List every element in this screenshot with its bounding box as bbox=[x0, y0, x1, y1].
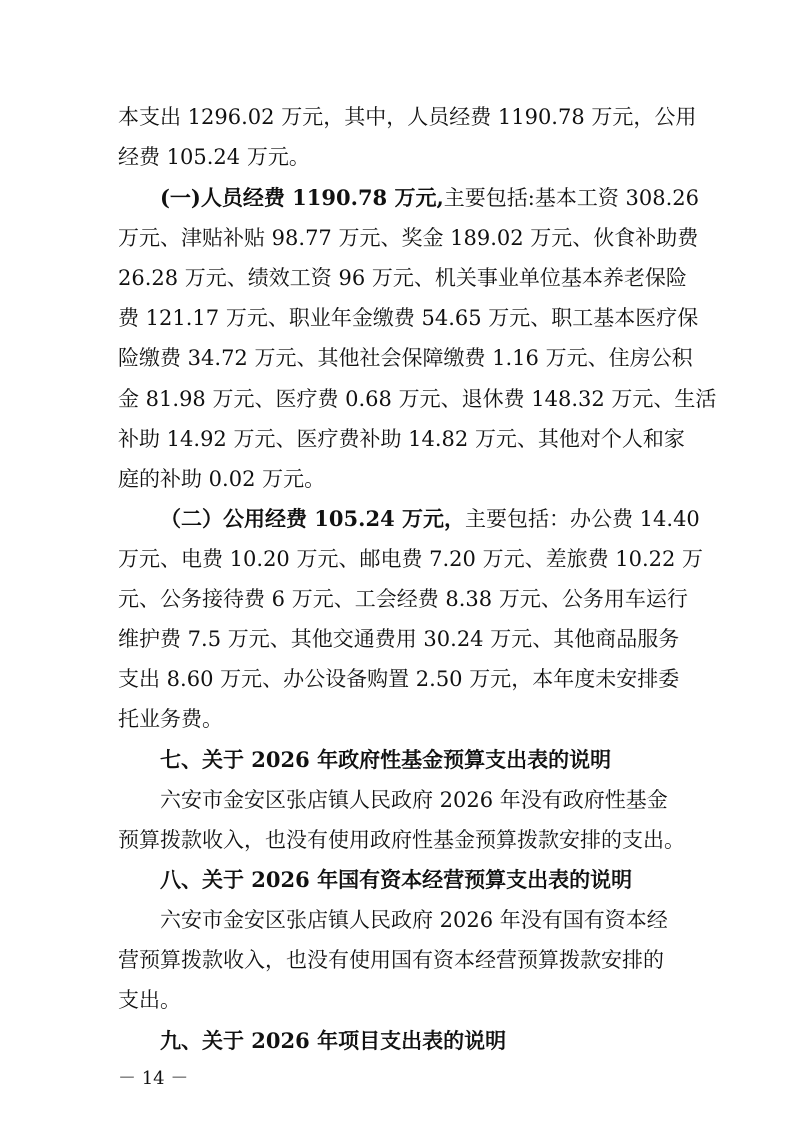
body-text-line: 维护费 7.5 万元、其他交通费用 30.24 万元、其他商品服务 bbox=[118, 627, 680, 651]
body-text-line: 预算拨款收入，也没有使用政府性基金预算拨款安排的支出。 bbox=[118, 828, 685, 852]
section-1-heading: (一)人员经费 1190.78 万元, bbox=[160, 185, 444, 210]
body-text-line: 万元、津贴补贴 98.77 万元、奖金 189.02 万元、伙食补助费 bbox=[118, 226, 699, 250]
section-heading-seven: 七、关于 2026 年政府性基金预算支出表的说明 bbox=[160, 747, 612, 772]
body-text-line: 托业务费。 bbox=[118, 707, 223, 731]
body-text-line: 支出。 bbox=[118, 988, 181, 1012]
body-text-line: 六安市金安区张店镇人民政府 2026 年没有政府性基金 bbox=[160, 788, 668, 812]
body-text-line: 金 81.98 万元、医疗费 0.68 万元、退休费 148.32 万元、生活 bbox=[118, 387, 717, 411]
body-text-line: 元、公务接待费 6 万元、工会经费 8.38 万元、公务用车运行 bbox=[118, 587, 688, 611]
body-text-line: 费 121.17 万元、职业年金缴费 54.65 万元、职工基本医疗保 bbox=[118, 306, 699, 330]
section-2-line bbox=[160, 504, 700, 534]
section-1-line bbox=[160, 183, 699, 213]
section-heading-nine: 九、关于 2026 年项目支出表的说明 bbox=[160, 1028, 507, 1053]
body-text-line: 险缴费 34.72 万元、其他社会保障缴费 1.16 万元、住房公积 bbox=[118, 346, 693, 370]
body-text-line: 万元、电费 10.20 万元、邮电费 7.20 万元、差旅费 10.22 万 bbox=[118, 547, 704, 571]
body-text-line: 支出 8.60 万元、办公设备购置 2.50 万元，本年度未安排委 bbox=[118, 667, 680, 691]
body-text-line: 营预算拨款收入，也没有使用国有资本经营预算拨款安排的 bbox=[118, 948, 664, 972]
section-2-text: 主要包括：办公费 14.40 bbox=[465, 507, 700, 531]
page-number: － 14 － bbox=[118, 1068, 189, 1089]
body-text-line: 本支出 1296.02 万元，其中，人员经费 1190.78 万元，公用 bbox=[118, 105, 697, 129]
section-1-text: 主要包括:基本工资 308.26 bbox=[443, 186, 700, 210]
body-text-line: 补助 14.92 万元、医疗费补助 14.82 万元、其他对个人和家 bbox=[118, 427, 685, 451]
body-text-line: 经费 105.24 万元。 bbox=[118, 145, 310, 169]
section-heading-eight: 八、关于 2026 年国有资本经营预算支出表的说明 bbox=[160, 867, 633, 892]
section-2-heading: （二）公用经费 105.24 万元， bbox=[160, 506, 465, 531]
body-text-line: 六安市金安区张店镇人民政府 2026 年没有国有资本经 bbox=[160, 908, 668, 932]
body-text-line: 26.28 万元、绩效工资 96 万元、机关事业单位基本养老保险 bbox=[118, 266, 687, 290]
body-text-line: 庭的补助 0.02 万元。 bbox=[118, 467, 326, 491]
